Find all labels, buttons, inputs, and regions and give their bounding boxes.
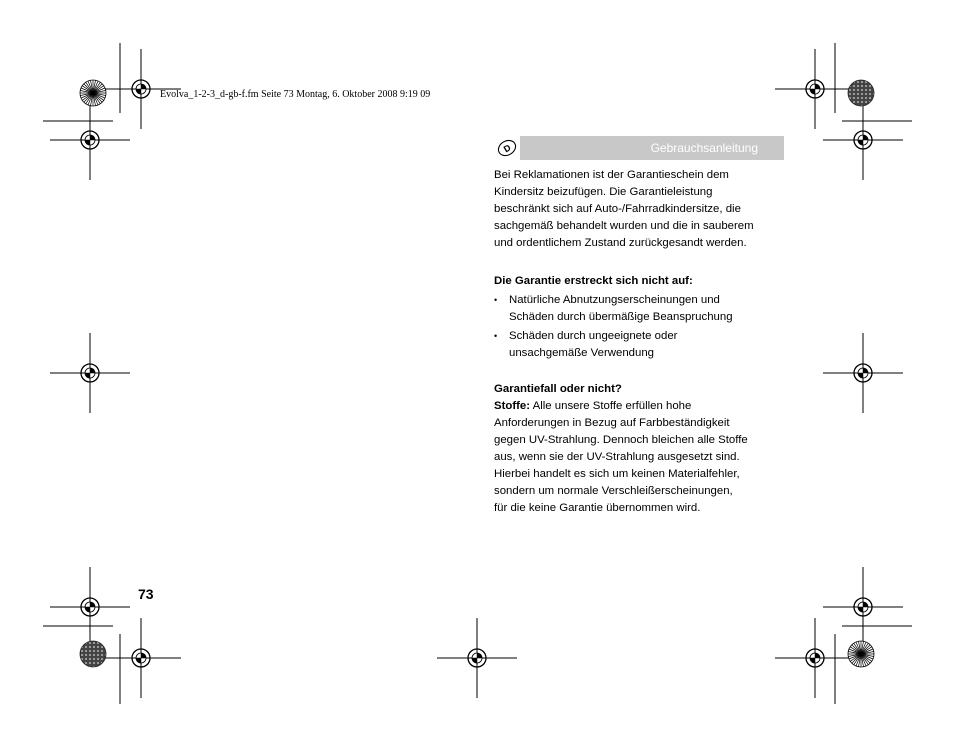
text-line: Schäden durch übermäßige Beanspruchung [509, 311, 733, 323]
file-slug: Evolva_1-2-3_d-gb-f.fm Seite 73 Montag, 6. Oktober 2008 9:19 09 [160, 89, 431, 100]
main-text-column [494, 167, 786, 517]
text-line: sondern um normale Verschleißerscheinungen, [494, 485, 733, 497]
text-line: • Schäden durch ungeeignete oder [509, 330, 678, 342]
list-item [494, 328, 786, 362]
text-line [494, 398, 786, 415]
text-line: Anforderungen in Bezug auf Farbbeständigkeit [494, 417, 730, 429]
text-line: unsachgemäße Verwendung [509, 347, 655, 359]
language-code: D [501, 142, 513, 155]
text-line: Hierbei handelt es sich um keinen Materialfehler, [494, 468, 740, 480]
page-number: 73 [138, 586, 154, 602]
text-line: und ordentlichem Zustand zurückgesandt werden. [494, 237, 747, 249]
text-line: aus, wenn sie der UV-Strahlung ausgesetzt sind. [494, 451, 740, 463]
exclusions-list [494, 292, 786, 362]
fabric-paragraph [494, 398, 786, 517]
fabric-first-line: Alle unsere Stoffe erfüllen hohe [530, 400, 692, 412]
text-line: beschränkt sich auf Auto-/Fahrradkindersitze, die [494, 203, 741, 215]
list-item [494, 292, 786, 326]
section-header-bar [494, 136, 784, 160]
text-line: gegen UV-Strahlung. Dennoch bleichen alle Stoffe [494, 434, 748, 446]
text-line: • Natürliche Abnutzungserscheinungen und [509, 294, 720, 306]
warranty-case-heading: Garantiefall oder nicht? [494, 383, 622, 395]
fabric-term: Stoffe: [494, 400, 531, 412]
intro-paragraph [494, 167, 786, 252]
text-line: Kindersitz beizufügen. Die Garantieleistung [494, 186, 713, 198]
language-badge-icon [494, 136, 520, 160]
text-line: sachgemäß behandelt wurden und die in sauberem [494, 220, 754, 232]
text-line: Bei Reklamationen ist der Garantieschein dem [494, 169, 729, 181]
exclusions-heading: Die Garantie erstreckt sich nicht auf: [494, 275, 693, 287]
section-title: Gebrauchsanleitung [650, 141, 758, 155]
text-line: für die keine Garantie übernommen wird. [494, 502, 701, 514]
